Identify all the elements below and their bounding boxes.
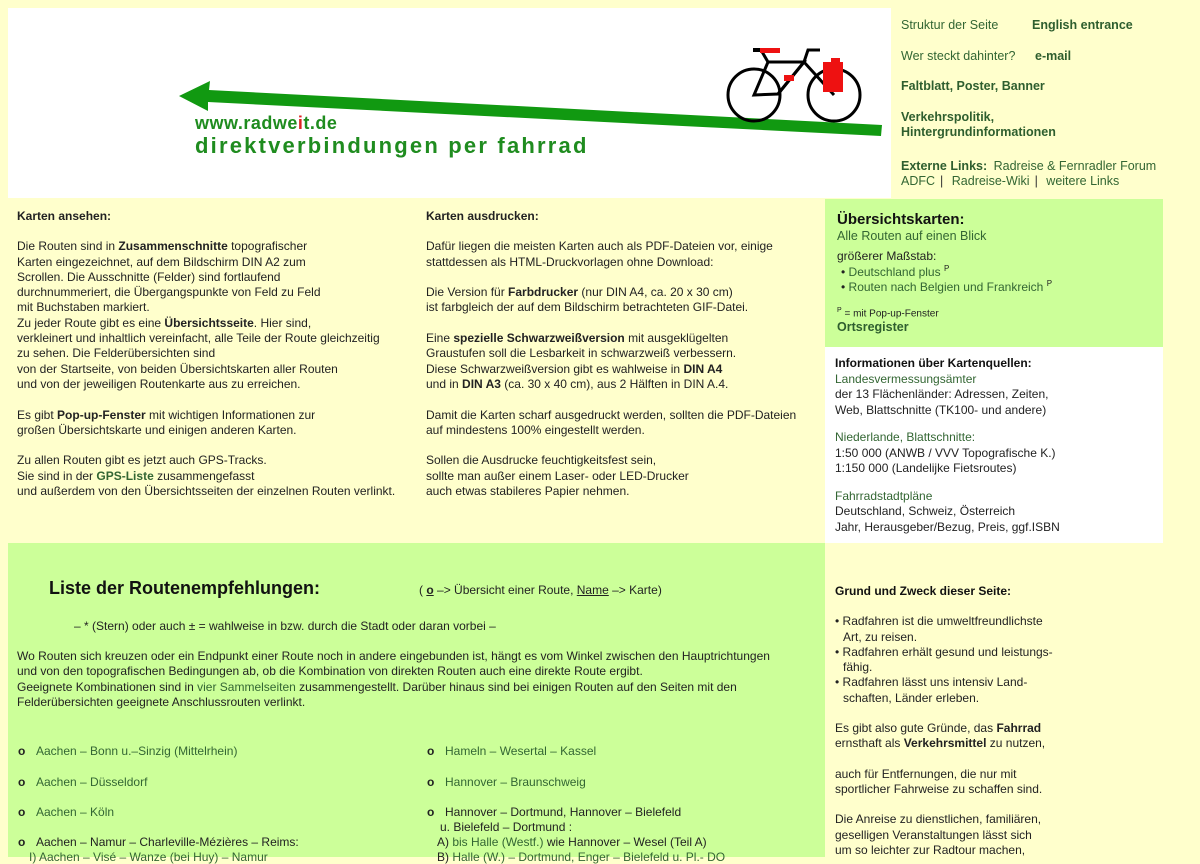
ansehen-text: Karten eingezeichnet, auf dem Bildschirm DIN A2 zum [17, 254, 306, 269]
english-entrance-link[interactable]: English entrance [1032, 18, 1133, 32]
overview-maps-title: Übersichtskarten: [837, 211, 965, 228]
star-note: – * (Stern) oder auch ± = wahlweise in bzw. durch die Stadt oder daran vorbei – [74, 619, 496, 633]
radreise-wiki-link[interactable]: Radreise-Wiki [951, 174, 1030, 188]
map-sources-title: Informationen über Kartenquellen: [835, 356, 1032, 370]
drucken-text: stattdessen als HTML-Druckvorlagen ohne Download: [426, 254, 714, 269]
ansehen-text: mit Buchstaben markiert. [17, 300, 150, 315]
niederlande-link[interactable]: Niederlande, Blattschnitte: [835, 430, 976, 444]
ortsregister-link[interactable]: Ortsregister [837, 320, 909, 334]
sammelseiten-link[interactable]: vier Sammelseiten [197, 679, 296, 694]
verkehrspolitik-link[interactable]: Verkehrspolitik, [901, 110, 995, 124]
drucken-text: ist farbgleich der auf dem Bildschirm betrachteten GIF-Datei. [426, 300, 749, 315]
ansehen-text: von der Startseite, von beiden Übersichtskarten aller Routen [17, 361, 338, 376]
drucken-text: Eine spezielle Schwarzweißversion mit ausgeklügelten [426, 331, 729, 346]
route-link[interactable]: Aachen – Düsseldorf [36, 775, 148, 789]
map-sources-panel [825, 347, 1163, 543]
ansehen-text: verkleinert und inhaltlich vereinfacht, alle Teile der Route gleichzeitig [17, 331, 380, 346]
purpose-text: ernsthaft als Verkehrsmittel zu nutzen, [835, 736, 1046, 751]
karten-drucken-section [426, 209, 821, 499]
overview-item: • Routen nach Belgien und Frankreich $^P$ [841, 279, 1053, 294]
routes-text: Felderübersichten geeignete Anschlussrouten verlinkt. [17, 694, 306, 709]
legend-name: Name [576, 583, 609, 597]
struktur-link[interactable]: Struktur der Seite [901, 18, 999, 32]
ansehen-text: durchnummeriert, die Übergangspunkte von Feld zu Feld [17, 285, 321, 300]
site-url[interactable]: www.radweit.de [195, 113, 338, 133]
ansehen-text: Die Routen sind in Zusammenschnitte topografischer [17, 239, 308, 254]
route-link[interactable]: Hameln – Wesertal – Kassel [445, 744, 597, 758]
ansehen-text: großen Übersichtskarte und einigen anderen Karten. [17, 422, 297, 437]
purpose-text: Es gibt also gute Gründe, das Fahrrad [835, 721, 1042, 736]
scale-label: größerer Maßstab: [837, 249, 937, 263]
about-link[interactable]: Wer steckt dahinter? [901, 49, 1016, 63]
drucken-text: Die Version für Farbdrucker (nur DIN A4, ca. 20 x 30 cm) [426, 285, 733, 300]
gps-list-link[interactable]: GPS-Liste [96, 468, 154, 483]
ansehen-text: und außerdem von den Übersichtsseiten der einzelnen Routen verlinkt. [17, 484, 396, 499]
purpose-title: Grund und Zweck dieser Seite: [835, 584, 1012, 598]
list-item: o Aachen – Köln [18, 805, 115, 819]
header-banner [8, 8, 891, 198]
routes-legend: ( o –> Übersicht einer Route, Name –> Karte) [419, 583, 662, 597]
ansehen-text: Sie sind in der GPS-Liste zusammengefasst [17, 468, 255, 483]
route-link[interactable]: Aachen – Köln [36, 805, 115, 819]
drucken-text: und in DIN A3 (ca. 30 x 40 cm), aus 2 Hälften in DIN A.4. [426, 376, 729, 391]
info-text: 1:50 000 (ANWB / VVV Topografische K.) [835, 445, 1056, 460]
ansehen-text: Es gibt Pop-up-Fenster mit wichtigen Informationen zur [17, 407, 316, 422]
all-routes-link[interactable]: Alle Routen auf einen Blick [837, 229, 987, 243]
route-link[interactable]: Halle (W.) – Dortmund, Enger – Bielefeld u. Pl.- DO [452, 850, 726, 864]
list-item: o Hannover – Braunschweig [427, 775, 586, 789]
external-links [901, 159, 1156, 173]
drucken-text: Dafür liegen die meisten Karten auch als PDF-Dateien vor, einige [426, 239, 773, 254]
overview-maps-panel [825, 199, 1163, 347]
purpose-bullet: schaften, Länder erleben. [843, 690, 980, 705]
drucken-text: Graustufen soll die Lesbarkeit in schwarzweiß verbessern. [426, 346, 737, 361]
purpose-bullet: • Radfahren erhält gesund und leistungs- [835, 644, 1053, 659]
route-sub-item: B) Halle (W.) – Dortmund, Enger – Bielefeld u. Pl.- DO [437, 850, 726, 864]
karten-ansehen-title: Karten ansehen: [17, 209, 112, 223]
fahrradstadtplaene-link[interactable]: Fahrradstadtpläne [835, 488, 933, 503]
list-item: o Aachen – Düsseldorf [18, 775, 148, 789]
separator: | [1034, 174, 1038, 188]
routes-section [8, 543, 825, 864]
forum-link[interactable]: Radreise & Fernradler Forum [993, 159, 1157, 173]
landesvermessung-link[interactable]: Landesvermessungsämter [835, 371, 977, 386]
overview-item: • Deutschland plus $^P$ [841, 264, 950, 279]
hintergrund-link[interactable]: Hintergrundinformationen [901, 125, 1056, 139]
separator: | [940, 174, 944, 188]
deutschland-plus-link[interactable]: Deutschland plus [848, 265, 941, 279]
info-text: Jahr, Herausgeber/Bezug, Preis, ggf.ISBN [835, 519, 1060, 534]
list-item: o Hannover – Dortmund, Hannover – Bielefeld [427, 805, 682, 819]
drucken-text: Diese Schwarzweißversion gibt es wahlweise in DIN A4 [426, 361, 723, 376]
adfc-link[interactable]: ADFC [901, 174, 936, 188]
karten-drucken-title: Karten ausdrucken: [426, 209, 539, 223]
purpose-bullet: Art, zu reisen. [843, 629, 918, 644]
external-links-label: Externe Links: [901, 159, 988, 173]
purpose-text: geselligen Veranstaltungen lässt sich [835, 827, 1032, 842]
routes-text: Wo Routen sich kreuzen oder ein Endpunkt einer Route noch in andere eingebunden ist, hängt es vom Winkel zwischen den Hauptrichtungen [17, 649, 770, 663]
site-tagline: direktverbindungen per fahrrad [195, 133, 589, 158]
ansehen-text: und von der jeweiligen Routenkarte aus zu erreichen. [17, 376, 301, 391]
route-label: Hannover – Dortmund, Hannover – Bielefeld [445, 805, 682, 819]
ansehen-text: zu sehen. Die Felderübersichten sind [17, 346, 216, 361]
banner-graphic [8, 8, 891, 198]
purpose-bullet: • Radfahren ist die umweltfreundlichste [835, 614, 1043, 629]
popup-note: $^P$ = mit Pop-up-Fenster [837, 307, 939, 320]
email-link[interactable]: e-mail [1035, 49, 1072, 63]
route-link[interactable]: Aachen – Bonn u.–Sinzig (Mittelrhein) [36, 744, 238, 758]
route-label: Aachen – Namur – Charleville-Mézières – Reims: [36, 835, 299, 849]
route-sub-label: u. Bielefeld – Dortmund : [440, 820, 573, 834]
route-link[interactable]: bis Halle (Westf.) [452, 835, 544, 849]
ansehen-text: Zu allen Routen gibt es jetzt auch GPS-Tracks. [17, 453, 267, 468]
purpose-text: auch für Entfernungen, die nur mit [835, 766, 1017, 781]
purpose-text: um so leichter zur Radtour machen, [835, 842, 1026, 857]
drucken-text: Damit die Karten scharf ausgedruckt werden, sollten die PDF-Dateien [426, 407, 797, 422]
faltblatt-link[interactable]: Faltblatt, Poster, Banner [901, 79, 1045, 93]
drucken-text: Sollen die Ausdrucke feuchtigkeitsfest sein, [426, 453, 657, 468]
karten-ansehen-section [17, 209, 417, 499]
purpose-bullet: fähig. [843, 660, 873, 675]
weitere-links-link[interactable]: weitere Links [1046, 174, 1120, 188]
purpose-bullet: • Radfahren lässt uns intensiv Land- [835, 675, 1028, 690]
routes-text: und von den topografischen Bedingungen ab, ob die Kombination von direkten Routen auch eine direkte Route ergibt. [17, 664, 643, 679]
list-item: o Hameln – Wesertal – Kassel [427, 744, 597, 758]
info-text: Web, Blattschnitte (TK100- und andere) [835, 402, 1047, 417]
routes-intro [17, 649, 817, 710]
purpose-panel [825, 543, 1163, 857]
route-sub-link[interactable]: I) Aachen – Visé – Wanze (bei Huy) – Namur [29, 850, 268, 864]
info-text: der 13 Flächenländer: Adressen, Zeiten, [835, 387, 1049, 401]
route-link[interactable]: Hannover – Braunschweig [445, 775, 586, 789]
drucken-text: sollte man außer einem Laser- oder LED-Drucker [426, 468, 689, 483]
route-sub-item: A) bis Halle (Westf.) wie Hannover – Wesel (Teil A) [437, 835, 707, 849]
list-item: o Aachen – Bonn u.–Sinzig (Mittelrhein) [18, 744, 238, 758]
drucken-text: auf mindestens 100% eingestellt werden. [426, 422, 645, 437]
routes-title: Liste der Routenempfehlungen: [49, 578, 321, 598]
legend-o: o [426, 583, 434, 597]
info-text: Deutschland, Schweiz, Österreich [835, 504, 1016, 518]
purpose-text: Die Anreise zu dienstlichen, familiären, [835, 812, 1042, 827]
ansehen-text: Scrollen. Die Ausschnitte (Felder) sind fortlaufend [17, 269, 281, 284]
list-item: o Aachen – Namur – Charleville-Mézières – Reims: [18, 835, 299, 849]
belgien-frankreich-link[interactable]: Routen nach Belgien und Frankreich [848, 280, 1044, 294]
external-links-row2 [901, 174, 1119, 188]
drucken-text: auch etwas stabileres Papier nehmen. [426, 484, 630, 499]
purpose-text: sportlicher Fahrweise zu schaffen sind. [835, 781, 1043, 796]
pannier-icon [823, 62, 843, 92]
routes-text: Geeignete Kombinationen sind in vier Sammelseiten zusammengestellt. Darüber hinaus sind bei einigen Routen auf den Seiten mit den [17, 679, 737, 694]
info-text: 1:150 000 (Landelijke Fietsroutes) [835, 461, 1017, 475]
ansehen-text: Zu jeder Route gibt es eine Übersichtsseite. Hier sind, [17, 315, 312, 330]
